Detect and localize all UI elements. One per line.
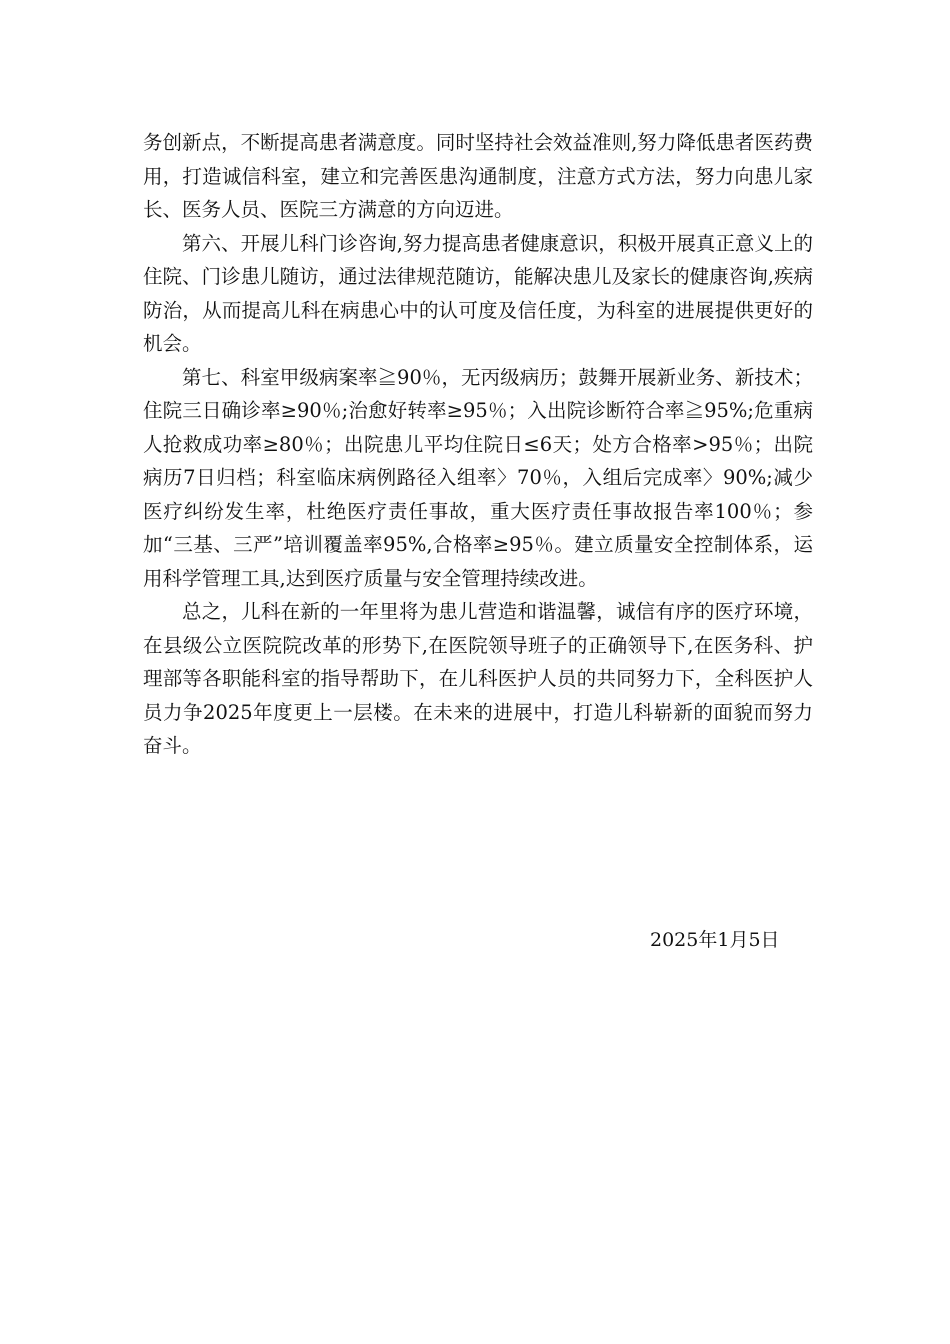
document-date: 2025年1月5日 xyxy=(650,929,780,951)
paragraph-conclusion: 总之，儿科在新的一年里将为患儿营造和谐温馨，诚信有序的医疗环境，在县级公立医院院改革的形势下,在医院领导班子的正确领导下,在医务科、护理部等各职能科室的指导帮助下，在儿科医护人员的共同努力下，全科医护人员力争2025年度更上一层楼。在未来的进展中，打造儿科崭新的面貌而努力奋斗。 xyxy=(143,600,813,757)
paragraph-service-innovation: 务创新点，不断提高患者满意度。同时坚持社会效益准则,努力降低患者医药费用，打造诚信科室，建立和完善医患沟通制度，注意方式方法，努力向患儿家长、医务人员、医院三方满意的方向迈进。 xyxy=(143,131,813,221)
paragraph-quality-metrics: 第七、科室甲级病案率≧90％，无丙级病历；鼓舞开展新业务、新技术；住院三日确诊率≥90％;治愈好转率≥95％；入出院诊断符合率≧95%;危重病人抢救成功率≥80％；出院患儿平均住院日≤6天；处方合格率>95％；出院病历7日归档；科室临床病例路径入组率〉70％，入组后完成率〉90%;减少医疗纠纷发生率，杜绝医疗责任事故，重大医疗责任事故报告率100％；参加“三基、三严”培训覆盖率95%,合格率≥95％。建立质量安全控制体系，运用科学管理工具,达到医疗质量与安全管理持续改进。 xyxy=(143,365,813,590)
document-body xyxy=(143,126,813,763)
paragraph-outpatient-consultation: 第六、开展儿科门诊咨询,努力提高患者健康意识，积极开展真正意义上的住院、门诊患儿随访，通过法律规范随访，能解决患儿及家长的健康咨询,疾病防治，从而提高儿科在病患心中的认可度及信任度，为科室的进展提供更好的机会。 xyxy=(143,231,813,355)
